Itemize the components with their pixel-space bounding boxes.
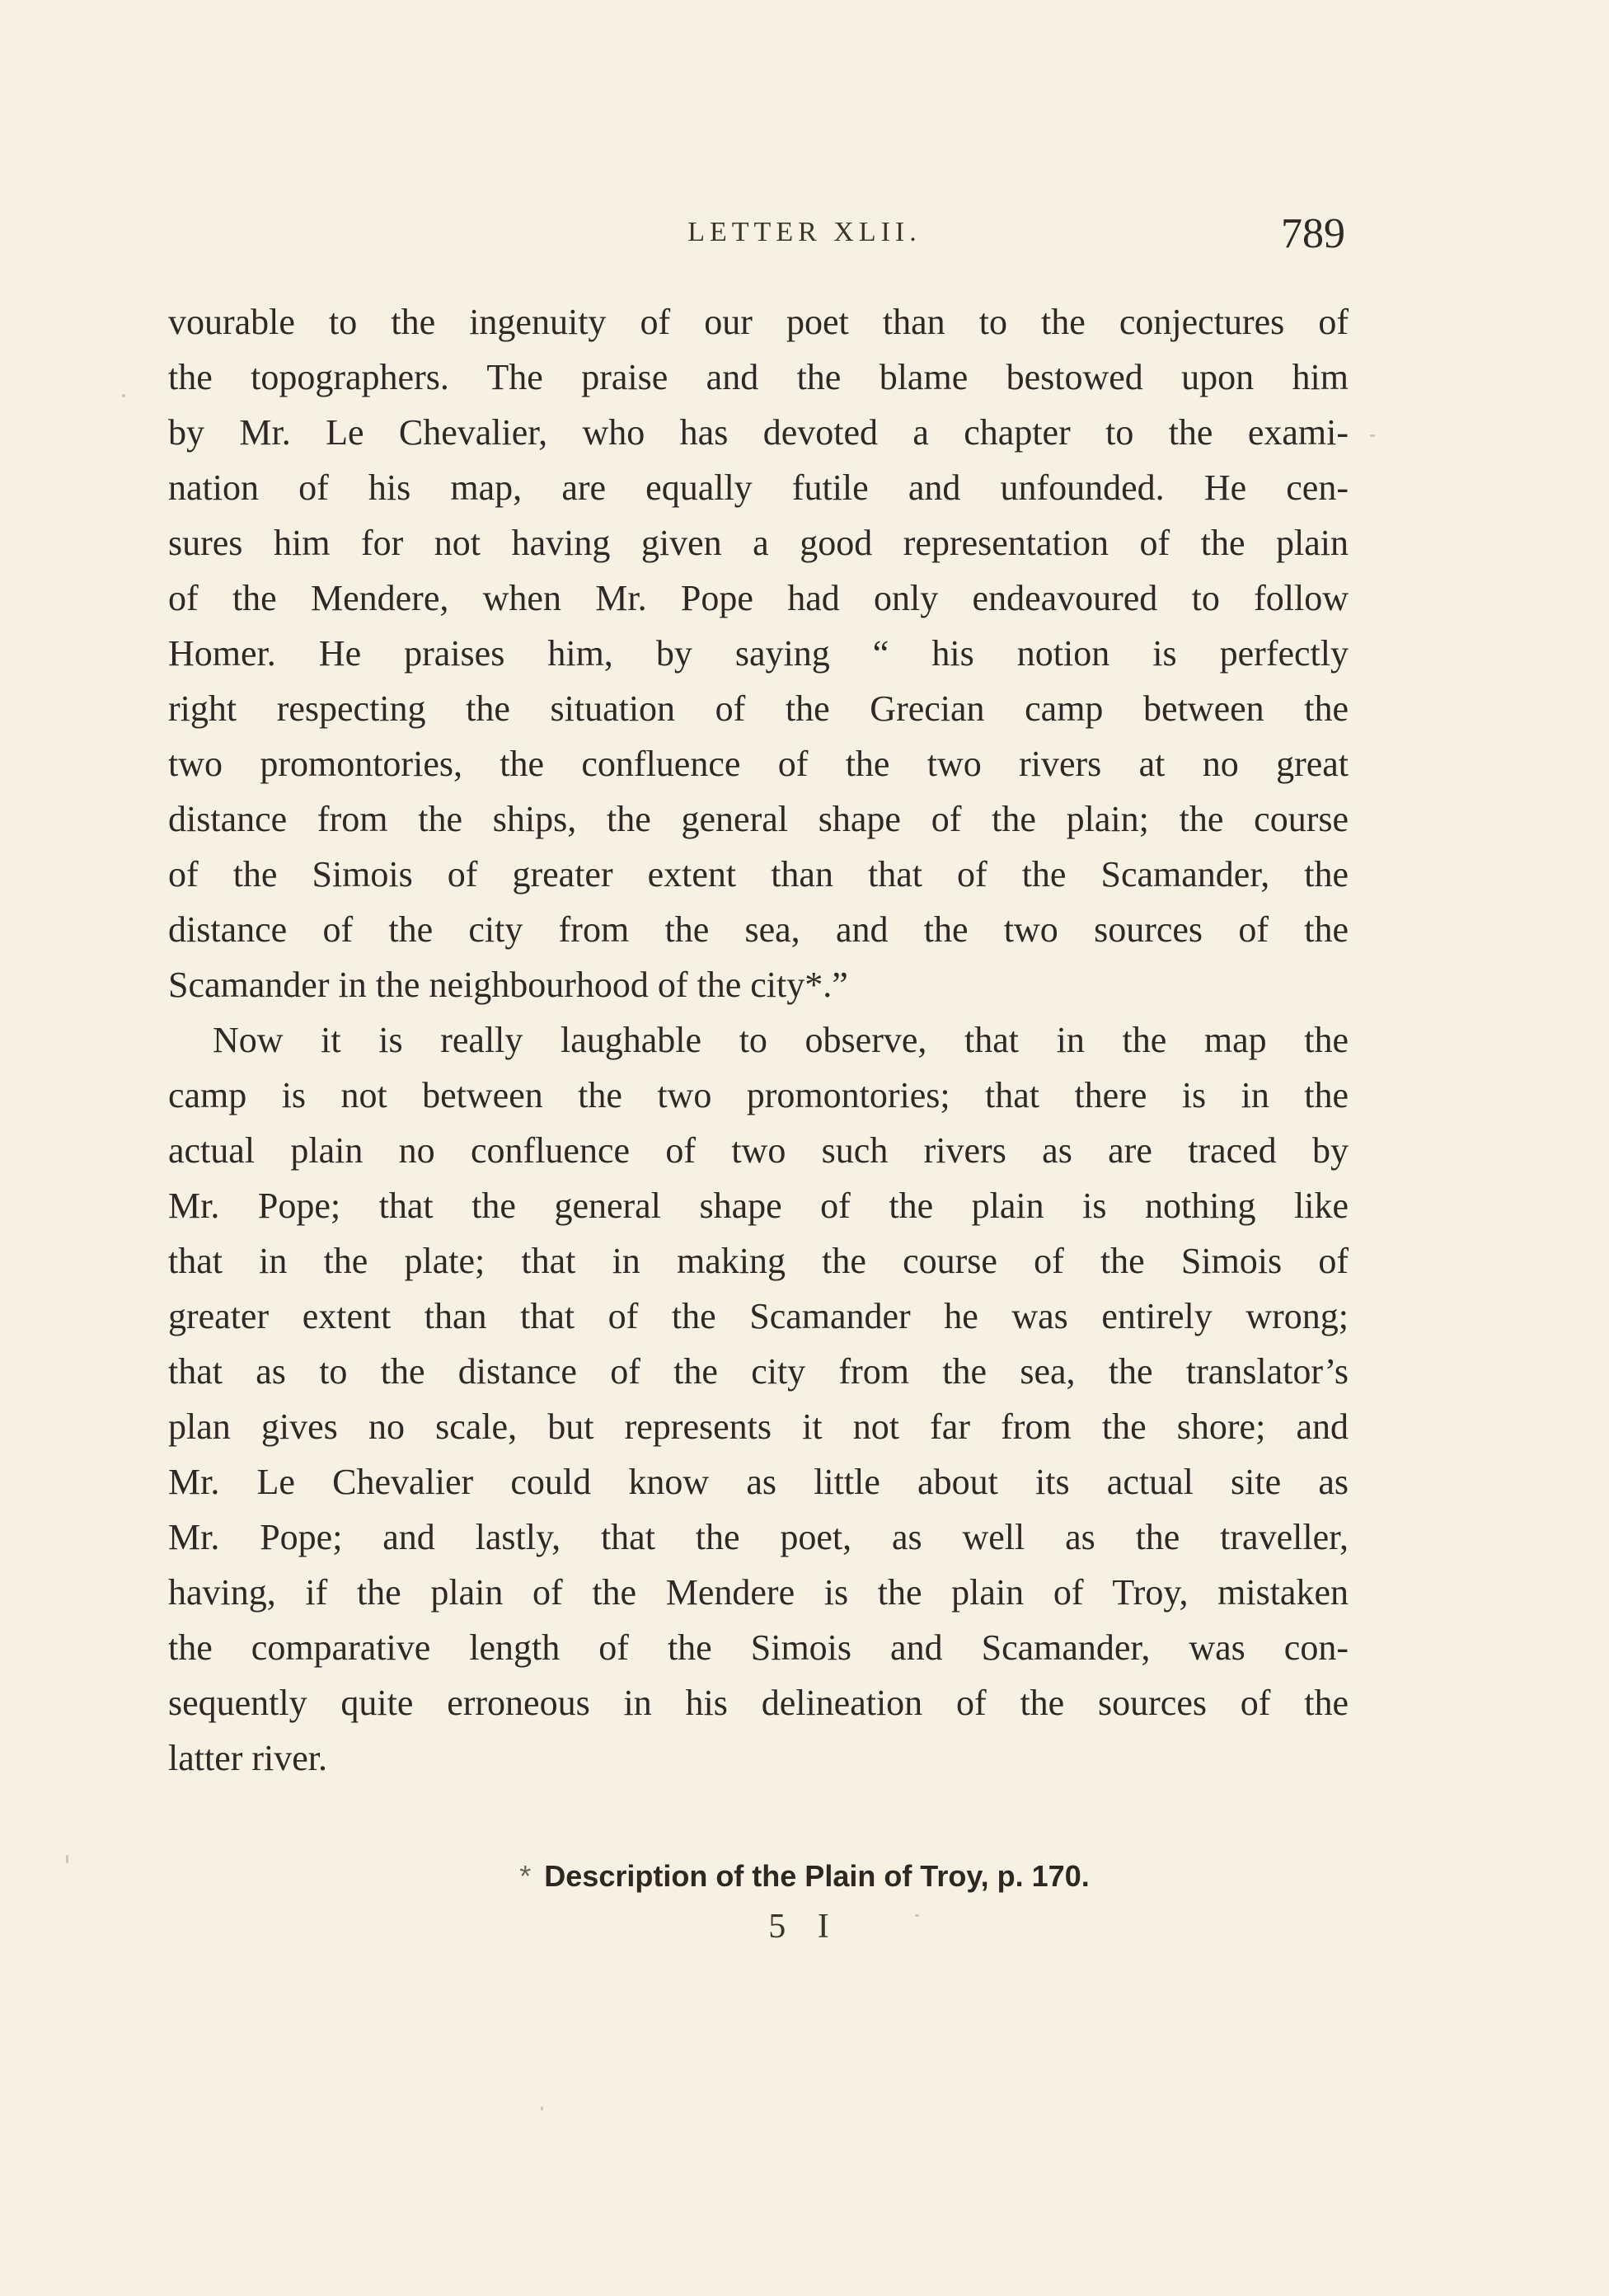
text-line: having, if the plain of the Mendere is the plain of Troy, mistaken (168, 1572, 1349, 1613)
signature-mark: 5 I (768, 1908, 841, 1946)
text-line: Mr. Pope; that the general shape of the plain is nothing like (168, 1186, 1349, 1226)
text-line: vourable to the ingenuity of our poet than to the conjectures of (168, 302, 1349, 342)
paper-speck (66, 1855, 68, 1863)
paper-speck (915, 1914, 919, 1917)
text-line: two promontories, the confluence of the two rivers at no great (168, 744, 1349, 784)
paper-speck (122, 394, 125, 397)
text-line: the topographers. The praise and the blame bestowed upon him (168, 357, 1349, 397)
text-line: nation of his map, are equally futile and unfounded. He cen- (168, 467, 1349, 508)
text-line: Homer. He praises him, by saying “ his notion is perfectly (168, 633, 1349, 674)
text-line: distance from the ships, the general shape of the plain; the course (168, 799, 1349, 839)
text-line: sequently quite erroneous in his delineation of the sources of the (168, 1683, 1349, 1723)
text-line: distance of the city from the sea, and the two sources of the (168, 909, 1349, 950)
text-line: actual plain no confluence of two such rivers as are traced by (168, 1130, 1349, 1171)
text-line: Mr. Le Chevalier could know as little about its actual site as (168, 1462, 1349, 1502)
text-line: the comparative length of the Simois and Scamander, was con- (168, 1627, 1349, 1668)
text-line: Mr. Pope; and lastly, that the poet, as well as the traveller, (168, 1517, 1349, 1557)
text-line: greater extent than that of the Scamander he was entirely wrong; (168, 1296, 1349, 1336)
paper-speck (1370, 434, 1375, 437)
footnote-marker: * (519, 1859, 532, 1893)
text-line: latter river. (168, 1738, 328, 1778)
running-header-title: LETTER XLII. (687, 217, 922, 247)
text-line: plan gives no scale, but represents it not far from the shore; and (168, 1406, 1349, 1447)
text-line: sures him for not having given a good representation of the plain (168, 523, 1349, 563)
text-line: that as to the distance of the city from the sea, the translator’s (168, 1351, 1349, 1392)
page-number: 789 (1281, 210, 1345, 257)
text-line: by Mr. Le Chevalier, who has devoted a chapter to the exami- (168, 412, 1349, 453)
body-text (168, 294, 1349, 1786)
text-line: of the Simois of greater extent than that of the Scamander, the (168, 854, 1349, 894)
text-line: camp is not between the two promontories; that there is in the (168, 1075, 1349, 1115)
text-line: Now it is really laughable to observe, that in the map the (213, 1020, 1349, 1060)
text-line: right respecting the situation of the Grecian camp between the (168, 688, 1349, 729)
text-line: of the Mendere, when Mr. Pope had only endeavoured to follow (168, 578, 1349, 618)
text-line: Scamander in the neighbourhood of the city*.” (168, 965, 848, 1005)
paper-speck (541, 2106, 543, 2111)
text-line: that in the plate; that in making the course of the Simois of (168, 1241, 1349, 1281)
footnote (0, 1858, 1609, 1895)
footnote-text: Description of the Plain of Troy, p. 170. (544, 1859, 1090, 1893)
